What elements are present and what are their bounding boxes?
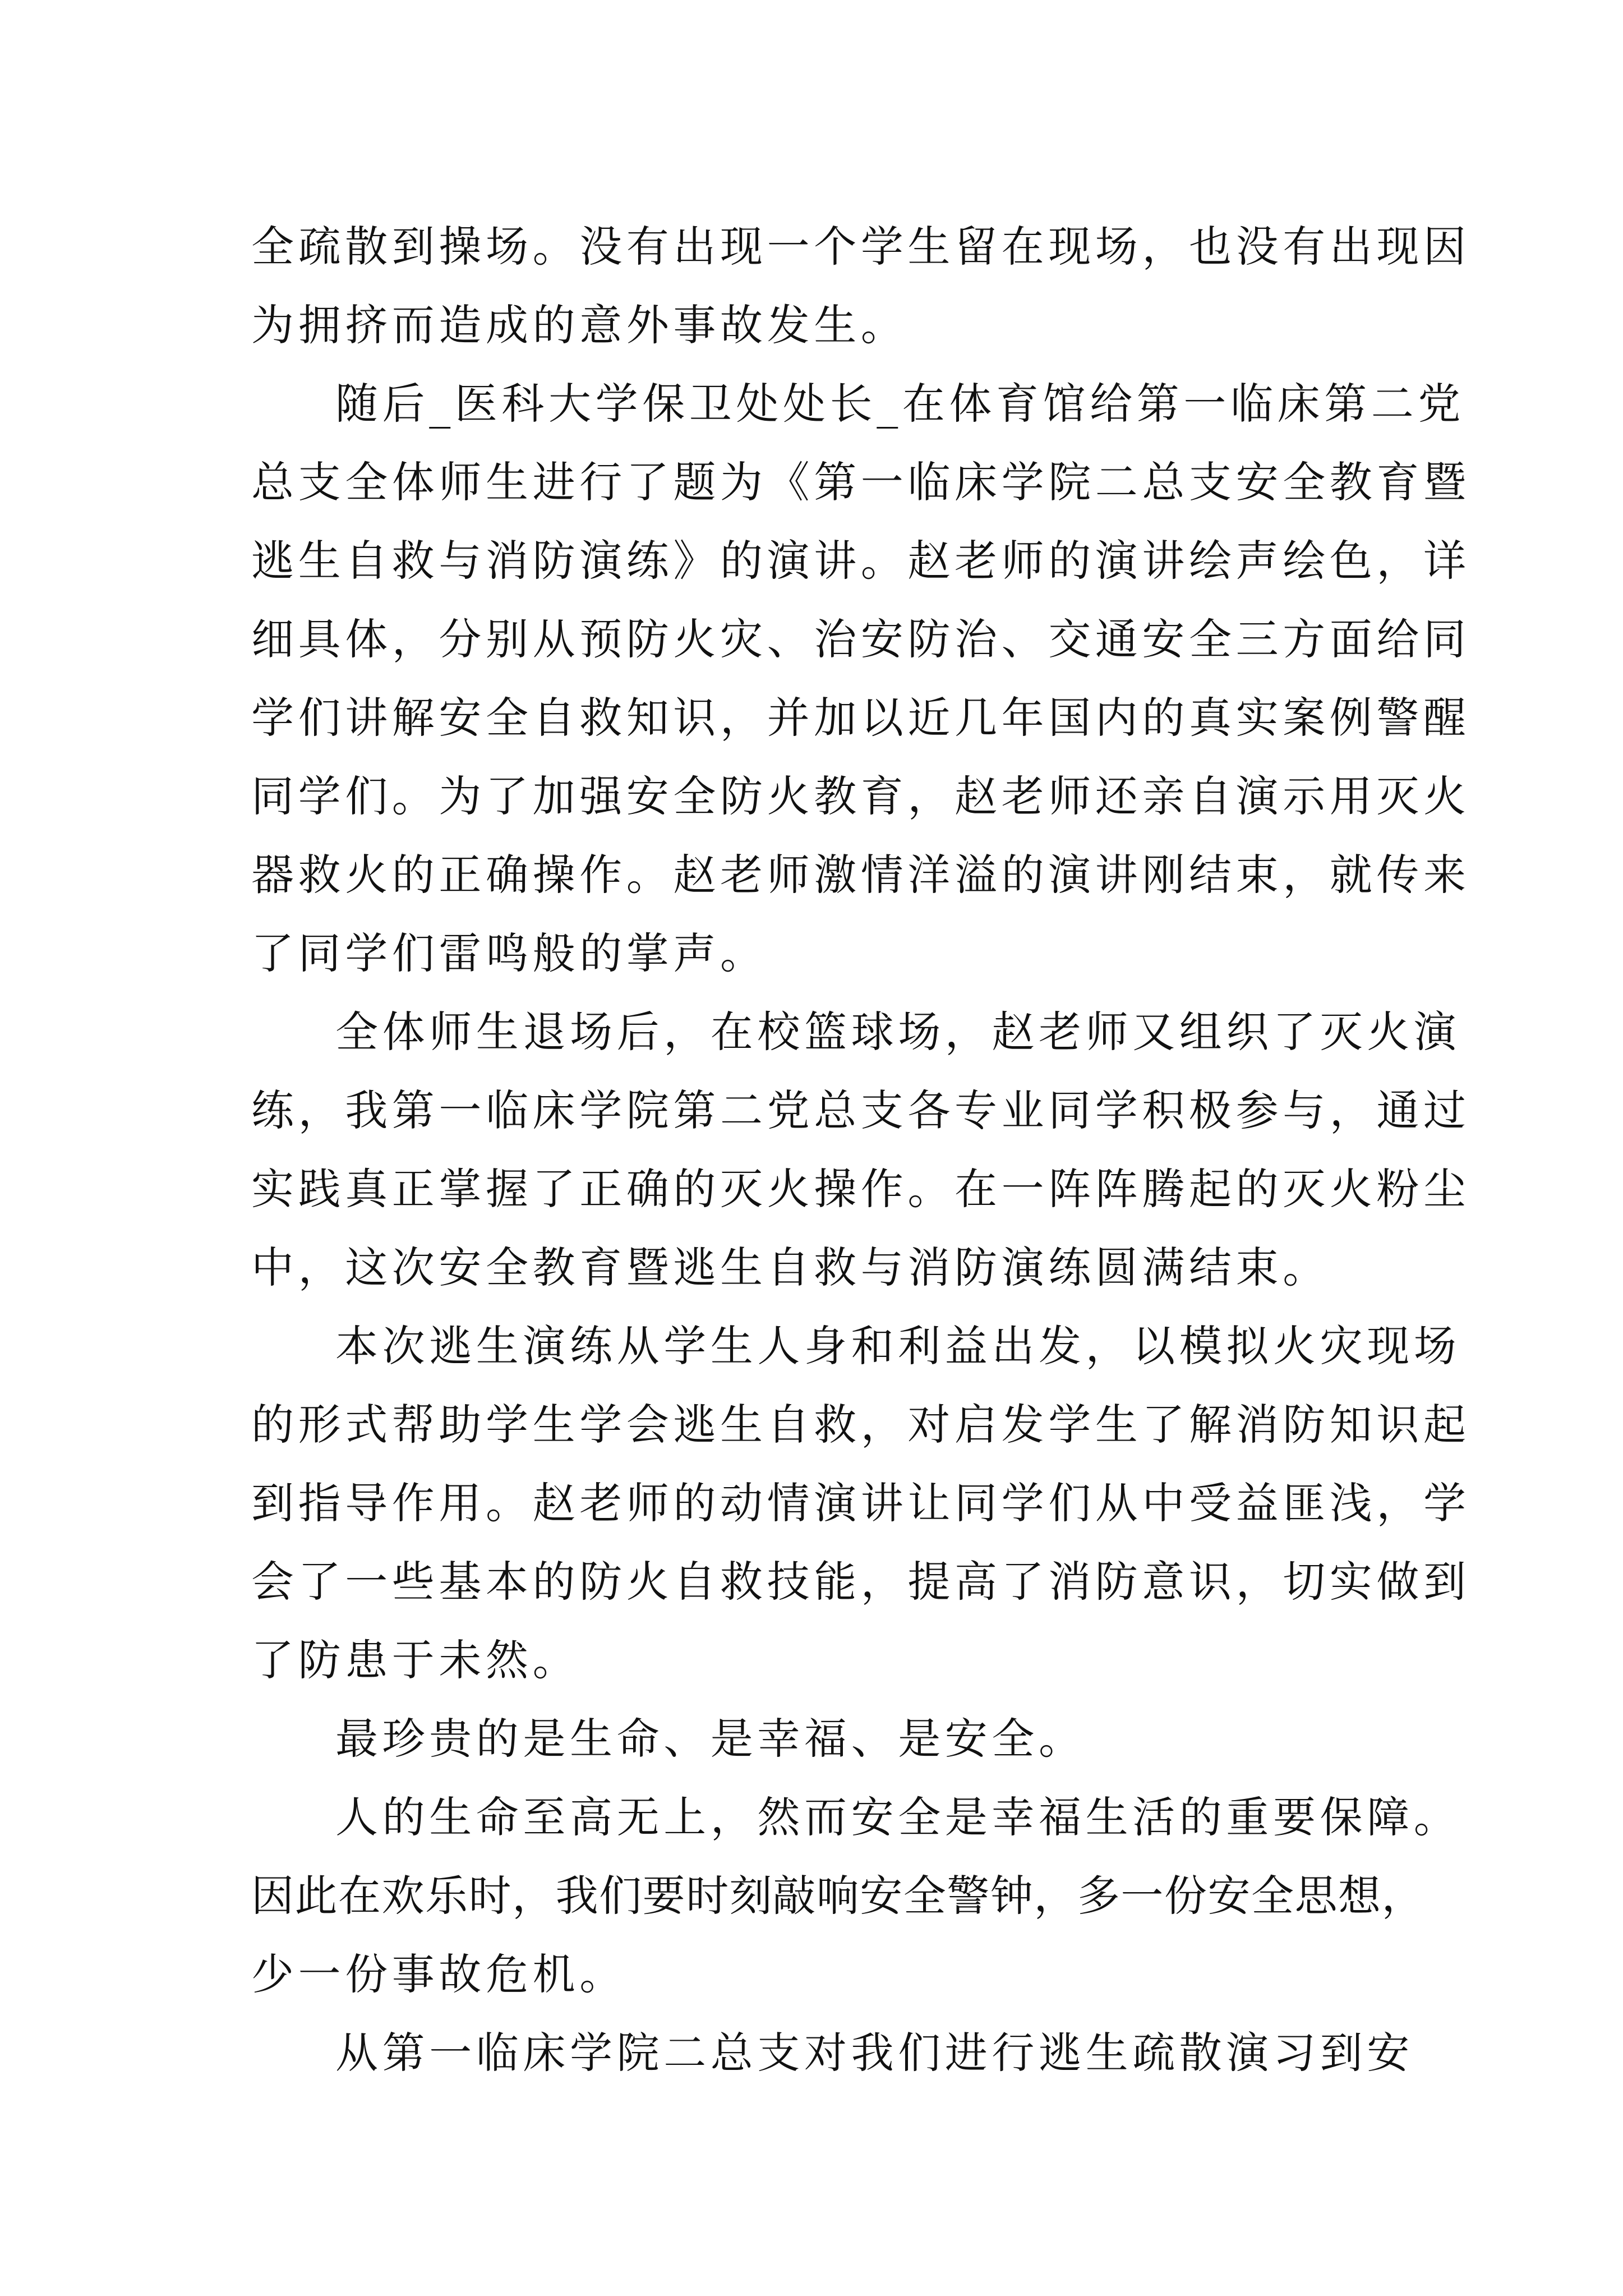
text-line: 练，我第一临床学院第二党总支各专业同学积极参与，通过 [251,1085,1470,1135]
text-line: 实践真正掌握了正确的灭火操作。在一阵阵腾起的灭火粉尘 [251,1164,1470,1214]
text-line: 中，这次安全教育暨逃生自救与消防演练圆满结束。 [251,1243,1330,1292]
paragraph-first-line: 全体师生退场后，在校篮球场，赵老师又组织了灭火演 [335,1007,1461,1057]
paragraph-first-line: 随后_医科大学保卫处处长_在体育馆给第一临床第二党 [335,379,1465,429]
text-line: 全疏散到操场。没有出现一个学生留在现场，也没有出现因 [251,222,1470,272]
text-line: 学们讲解安全自救知识，并加以近几年国内的真实案例警醒 [251,693,1470,743]
text-line: 为拥挤而造成的意外事故发生。 [251,300,908,350]
text-line: 了同学们雷鸣般的掌声。 [251,928,767,978]
text-line: 细具体，分别从预防火灾、治安防治、交通安全三方面给同 [251,614,1470,664]
paragraph-first-line: 最珍贵的是生命、是幸福、是安全。 [335,1714,1086,1764]
text-line: 会了一些基本的防火自救技能，提高了消防意识，切实做到 [251,1557,1470,1607]
text-line: 同学们。为了加强安全防火教育，赵老师还亲自演示用灭火 [251,771,1470,821]
text-line: 到指导作用。赵老师的动情演讲让同学们从中受益匪浅，学 [251,1478,1470,1528]
paragraph-first-line: 人的生命至高无上，然而安全是幸福生活的重要保障。 [335,1792,1461,1842]
text-line: 少一份事故危机。 [251,1949,626,1999]
text-line: 器救火的正确操作。赵老师激情洋溢的演讲刚结束，就传来 [251,850,1470,900]
text-line: 因此在欢乐时，我们要时刻敲响安全警钟，多一份安全思想， [251,1871,1426,1921]
text-line: 总支全体师生进行了题为《第一临床学院二总支安全教育暨 [251,457,1470,507]
text-line: 的形式帮助学生学会逃生自救，对启发学生了解消防知识起 [251,1400,1470,1450]
text-line: 了防患于未然。 [251,1635,580,1685]
text-line: 逃生自救与消防演练》的演讲。赵老师的演讲绘声绘色，详 [251,536,1470,586]
paragraph-first-line: 本次逃生演练从学生人身和利益出发，以模拟火灾现场 [335,1321,1461,1371]
paragraph-first-line: 从第一临床学院二总支对我们进行逃生疏散演习到安 [335,2028,1414,2078]
